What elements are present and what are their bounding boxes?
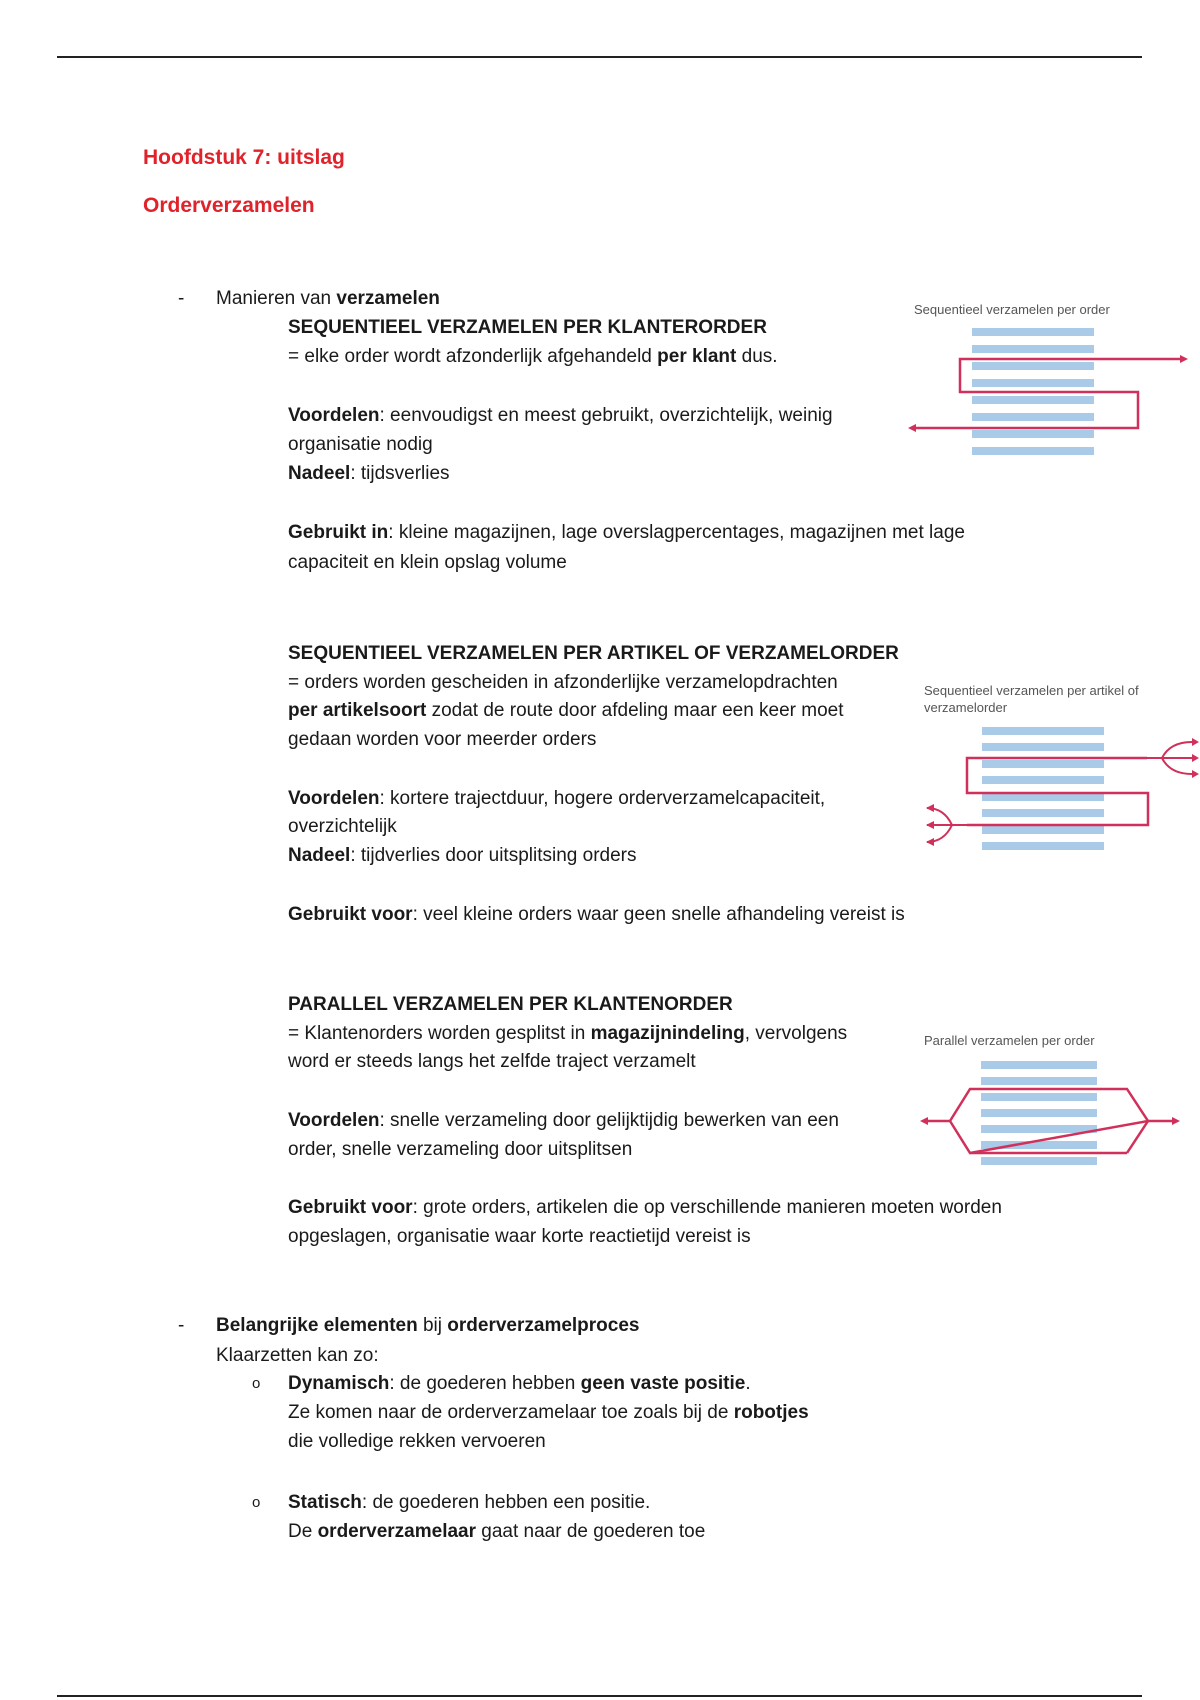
figure2-split-arrows-out xyxy=(1147,742,1192,774)
bullet-marker-2: - xyxy=(178,1315,185,1336)
method3-used-for-cont: opgeslagen, organisatie waar korte reactietijd vereist is xyxy=(288,1226,751,1247)
method2-advantages: Voordelen: kortere trajectduur, hogere orderverzamelcapaciteit, xyxy=(288,788,826,809)
method3-used-for: Gebruikt voor: grote orders, artikelen die op verschillende manieren moeten worden xyxy=(288,1197,1002,1218)
figure1-diagram xyxy=(910,322,1190,462)
method2-title: SEQUENTIEEL VERZAMELEN PER ARTIKEL OF VERZAMELORDER xyxy=(288,643,899,664)
method1-advantages: Voordelen: eenvoudigst en meest gebruikt, overzichtelijk, weinig xyxy=(288,405,833,426)
figure2-racks xyxy=(982,727,1104,850)
header-rule xyxy=(57,56,1142,58)
figure2-diagram xyxy=(922,722,1200,862)
method3-title: PARALLEL VERZAMELEN PER KLANTENORDER xyxy=(288,994,733,1015)
method3-advantages: Voordelen: snelle verzameling door gelijktijdig bewerken van een xyxy=(288,1110,839,1131)
method1-title: SEQUENTIEEL VERZAMELEN PER KLANTERORDER xyxy=(288,317,767,338)
method3-definition-cont: word er steeds langs het zelfde traject verzamelt xyxy=(288,1051,696,1072)
bullet2-intro: Klaarzetten kan zo: xyxy=(216,1345,379,1366)
bullet-intro: Manieren van verzamelen xyxy=(216,288,440,309)
method3-advantages-cont: order, snelle verzameling door uitsplitsen xyxy=(288,1139,633,1160)
bullet-marker: - xyxy=(178,288,185,309)
footer-rule xyxy=(57,1695,1142,1697)
method1-disadvantage: Nadeel: tijdsverlies xyxy=(288,463,450,484)
method2-disadvantage: Nadeel: tijdverlies door uitsplitsing orders xyxy=(288,845,637,866)
method2-used-for: Gebruikt voor: veel kleine orders waar geen snelle afhandeling vereist is xyxy=(288,904,905,925)
bullet2-title: Belangrijke elementen bij orderverzamelproces xyxy=(216,1315,640,1336)
method1-used-in: Gebruikt in: kleine magazijnen, lage overslagpercentages, magazijnen met lage xyxy=(288,522,965,543)
dynamic-item-cont: Ze komen naar de orderverzamelaar toe zoals bij de robotjes xyxy=(288,1402,809,1423)
sub-bullet-marker-2: o xyxy=(252,1494,261,1511)
method2-definition: = orders worden gescheiden in afzonderlijke verzamelopdrachten xyxy=(288,672,838,693)
method2-advantages-cont: overzichtelijk xyxy=(288,816,397,837)
figure1-title: Sequentieel verzamelen per order xyxy=(914,302,1110,317)
method1-definition: = elke order wordt afzonderlijk afgehandeld per klant dus. xyxy=(288,346,778,367)
figure3-title: Parallel verzamelen per order xyxy=(924,1033,1095,1048)
chapter-heading: Hoofdstuk 7: uitslag xyxy=(143,146,345,169)
dynamic-item-end: die volledige rekken vervoeren xyxy=(288,1431,546,1452)
dynamic-item: Dynamisch: de goederen hebben geen vaste positie. xyxy=(288,1373,751,1394)
section-heading: Orderverzamelen xyxy=(143,194,315,217)
figure3-racks xyxy=(981,1061,1097,1165)
method2-definition-end: gedaan worden voor meerder orders xyxy=(288,729,597,750)
static-item: Statisch: de goederen hebben een positie. xyxy=(288,1492,651,1513)
sub-bullet-marker: o xyxy=(252,1375,261,1392)
method1-advantages-cont: organisatie nodig xyxy=(288,434,433,455)
method3-definition: = Klantenorders worden gesplitst in magazijnindeling, vervolgens xyxy=(288,1023,848,1044)
method2-definition-cont: per artikelsoort zodat de route door afdeling maar een keer moet xyxy=(288,700,844,721)
static-item-cont: De orderverzamelaar gaat naar de goederen toe xyxy=(288,1521,706,1542)
figure2-title: Sequentieel verzamelen per artikel of verzamelorder xyxy=(924,683,1139,715)
method1-used-in-cont: capaciteit en klein opslag volume xyxy=(288,552,567,573)
figure3-diagram xyxy=(922,1054,1182,1184)
